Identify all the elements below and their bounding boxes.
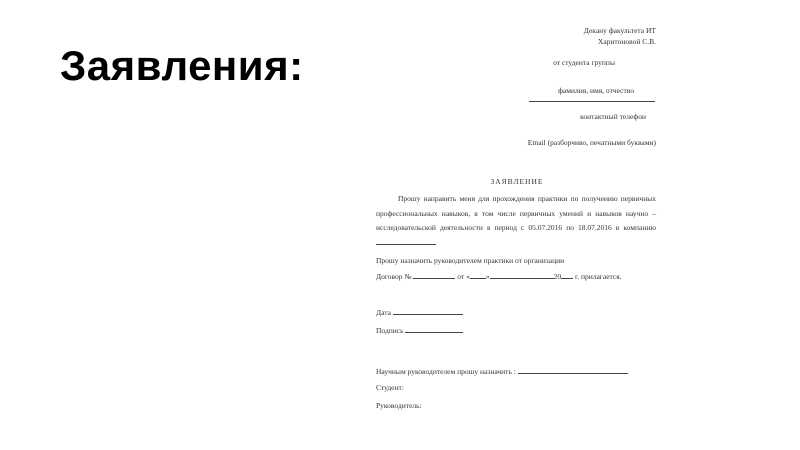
document-heading: ЗАЯВЛЕНИЕ	[490, 177, 544, 186]
from-group-label: от студента группы	[553, 58, 615, 67]
student-label: Студент:	[376, 383, 404, 392]
slide-title: Заявления:	[60, 42, 304, 89]
approval-label: Научным руководителем прошу назначить :	[376, 367, 516, 376]
approval-blank	[518, 366, 628, 374]
phone-label: контактный телефон	[580, 112, 646, 121]
signature-line	[376, 325, 463, 336]
contract-from: от «	[457, 272, 470, 281]
date-label: Дата	[376, 308, 391, 317]
body-text: Прошу направить меня для прохождения практики по получению первичных профессиональных навыков, в том числе первичных умений и навыков научно – исследовательской деятельности в период с 05.07.2016 по 18.07.2016 в компанию	[376, 194, 656, 232]
phone-underline	[529, 101, 655, 102]
email-label: Email (разборчиво, печатными буквами)	[527, 138, 656, 147]
fio-label: фамилия, имя, отчество	[558, 86, 634, 95]
contract-day-blank	[470, 271, 486, 279]
signature-label: Подпись	[376, 326, 404, 335]
signature-blank	[405, 325, 463, 333]
contract-month-blank	[490, 271, 554, 279]
addressee-dean: Декану факультета ИТ	[583, 26, 656, 35]
contract-mid: »	[485, 272, 490, 281]
contract-year: 20	[553, 272, 562, 281]
contract-number-blank	[413, 271, 455, 279]
contract-year-blank	[561, 271, 573, 279]
supervisor-line: Прошу назначить руководителем практики от организации	[376, 256, 565, 265]
date-line	[376, 307, 463, 318]
leader-label: Руководитель:	[376, 401, 422, 410]
company-blank	[376, 237, 436, 245]
body-paragraph	[376, 192, 656, 250]
date-blank	[393, 307, 463, 315]
contract-line	[376, 271, 622, 282]
contract-prefix: Договор №	[376, 272, 412, 281]
application-document	[372, 20, 662, 430]
addressee-name: Харитоновой С.В.	[597, 37, 656, 46]
contract-suffix: г. прилагается.	[574, 272, 622, 281]
approval-line	[376, 366, 628, 377]
